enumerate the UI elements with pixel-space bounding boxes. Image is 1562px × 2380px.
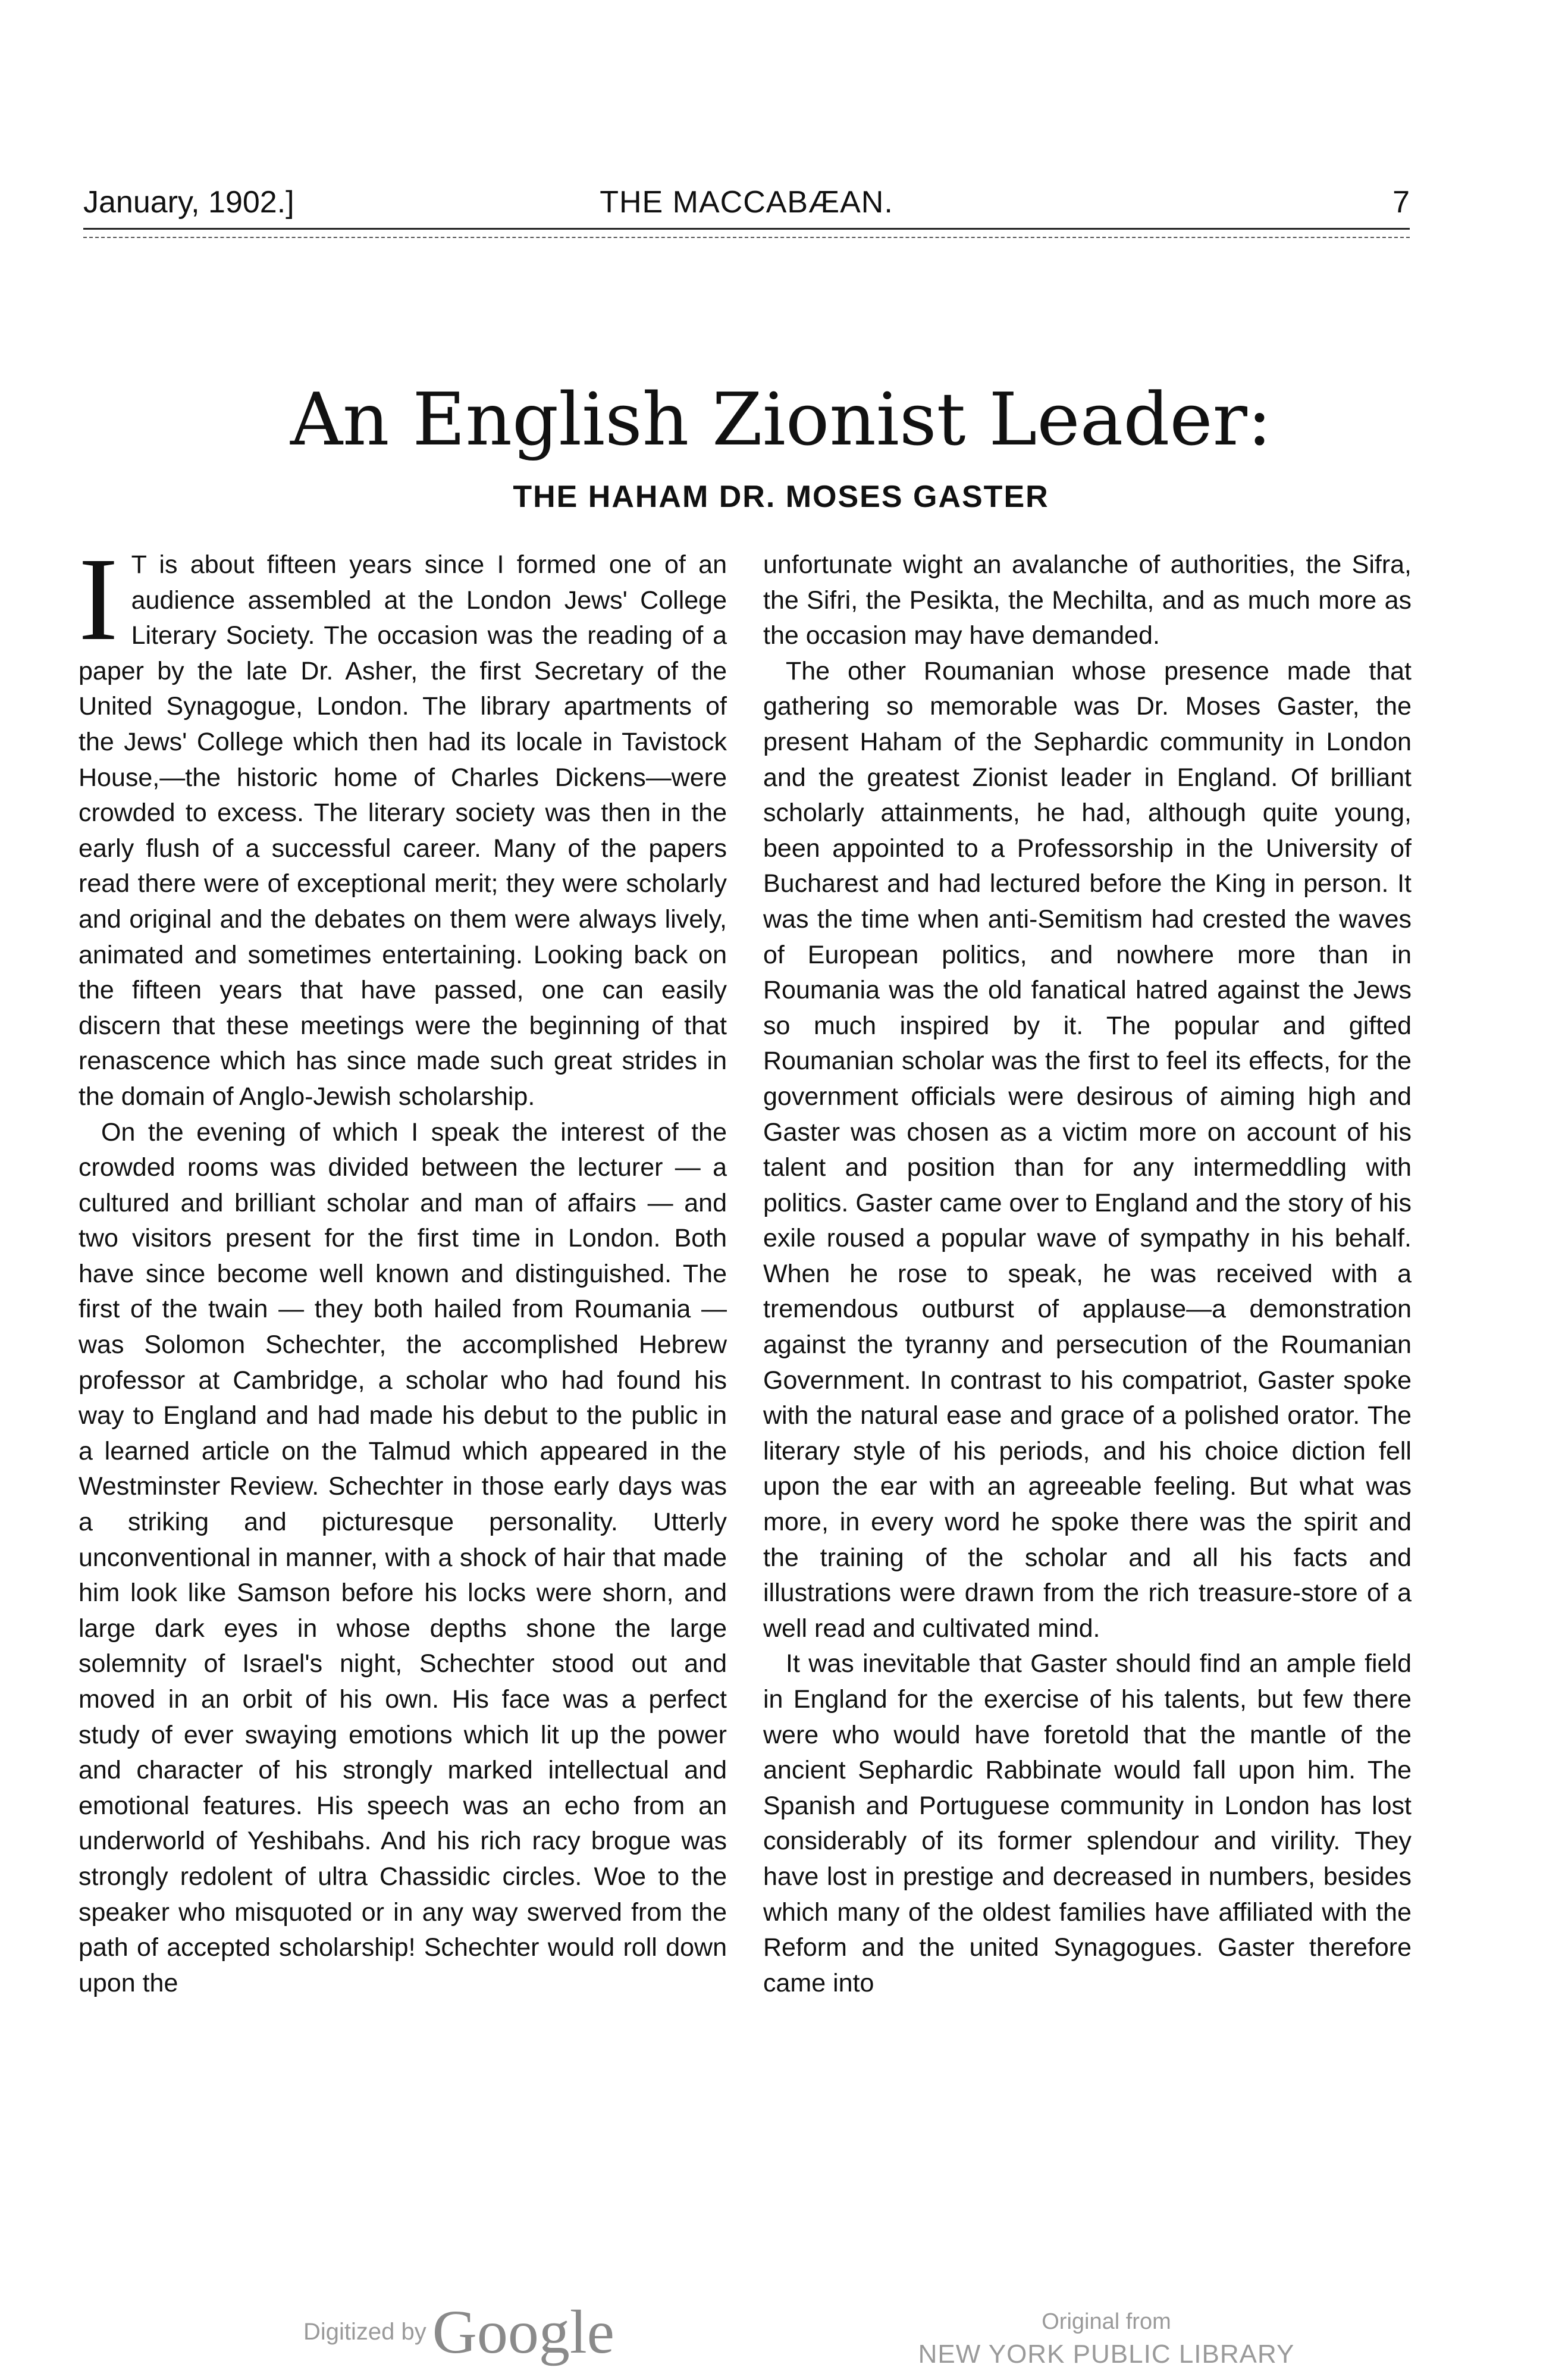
- header-rule: [83, 228, 1410, 230]
- paragraph-text: T is about fifteen years since I formed one of an audience assembled at the London Jews' College Literary Society. The occasion was the reading of a paper by the late Dr. Asher, the first Secretary of the United Synagogue, London. The library apartments of the Jews' College which then had its locale in Tavistock House,—the historic home of Charles Dickens—were crowded to excess. The literary society was then in the early flush of a successful career. Many of the papers read there were of exceptional merit; they were scholarly and original and the debates on them were always lively, animated and sometimes entertaining. Looking back on the fifteen years that have passed, one can easily discern that these meetings were the beginning of that renascence which has since made such great strides in the domain of Anglo-Jewish scholarship.: [79, 550, 727, 1111]
- source-attribution: [916, 2306, 1297, 2372]
- running-header: [83, 178, 1410, 226]
- google-logo: Google: [432, 2298, 614, 2366]
- library-name: NEW YORK PUBLIC LIBRARY: [918, 2340, 1295, 2369]
- journal-name: THE MACCABÆAN.: [600, 185, 893, 220]
- paragraph: [79, 534, 727, 1115]
- right-column: [763, 547, 1412, 2001]
- left-column: [79, 534, 727, 2001]
- paragraph: On the evening of which I speak the interest of the crowded rooms was divided between the lecturer — a cultured and brilliant scholar and man of affairs — and two visitors present for the first time in London. Both have since become well known and distinguished. The first of the twain — they both hailed from Roumania — was Solomon Schechter, the accomplished Hebrew professor at Cambridge, a scholar who had found his way to England and had made his debut to the public in a learned article on the Talmud which appeared in the Westminster Review. Schechter in those early days was a striking and picturesque personality. Utterly unconventional in manner, with a shock of hair that made him look like Samson before his locks were shorn, and large dark eyes in whose depths shone the large solemnity of Israel's night, Schechter stood out and moved in an orbit of his own. His face was a perfect study of ever swaying emotions which lit up the power and character of his strongly marked intellectual and emotional features. His speech was an echo from an underworld of Yeshibahs. And his rich racy brogue was strongly redolent of ultra Chassidic circles. Woe to the speaker who misquoted or in any way swerved from the path of accepted scholarship! Schechter would roll down upon the: [79, 1117, 727, 1997]
- issue-date: January, 1902.]: [83, 185, 294, 220]
- original-from-label: Original from: [1042, 2309, 1171, 2334]
- paragraph: It was inevitable that Gaster should find an ample field in England for the exercise of his talents, but few there were who would have foretold that the mantle of the ancient Sephardic Rabbinate would fall upon him. The Spanish and Portuguese community in London has lost considerably of its former splendour and virility. They have lost in prestige and decreased in numbers, besides which many of the oldest families have affiliated with the Reform and the united Synagogues. Gaster therefore came into: [763, 1649, 1412, 1997]
- article-subtitle: THE HAHAM DR. MOSES GASTER: [513, 480, 1049, 514]
- drop-cap: I: [79, 534, 118, 665]
- header-rule-secondary: [83, 237, 1410, 238]
- article-title: An English Zionist Leader:: [290, 377, 1272, 462]
- paragraph: The other Roumanian whose presence made that gathering so memorable was Dr. Moses Gaster, the present Haham of the Sephardic community in London and the greatest Zionist leader in England. Of brilliant scholarly attainments, he had, although quite young, been appointed to a Professorship in the University of Bucharest and had lectured before the King in person. It was the time when anti-Semitism had crested the waves of European politics, and nowhere more than in Roumania was the old fanatical hatred against the Jews so much inspired by it. The popular and gifted Roumanian scholar was the first to feel its effects, for the government officials were desirous of aiming high and Gaster was chosen as a victim more on account of his talent and position than for any intermeddling with politics. Gaster came over to England and the story of his exile roused a popular wave of sympathy in his behalf. When he rose to speak, he was received with a tremendous outburst of applause—a demonstration against the tyranny and persecution of the Roumanian Government. In contrast to his compatriot, Gaster spoke with the natural ease and grace of a polished orator. The literary style of his periods, and his choice diction fell upon the ear with an agreeable feeling. But what was more, in every word he spoke there was the spirit and the training of the scholar and all his facts and illustrations were drawn from the rich treasure-store of a well read and cultivated mind.: [763, 656, 1412, 1643]
- paragraph: unfortunate wight an avalanche of authorities, the Sifra, the Sifri, the Pesikta, the Mechilta, and as much more as the occasion may have demanded.: [763, 550, 1412, 650]
- digitized-by-watermark: [303, 2297, 614, 2366]
- page-number: 7: [1392, 185, 1410, 220]
- digitized-by-label: Digitized by: [303, 2319, 426, 2345]
